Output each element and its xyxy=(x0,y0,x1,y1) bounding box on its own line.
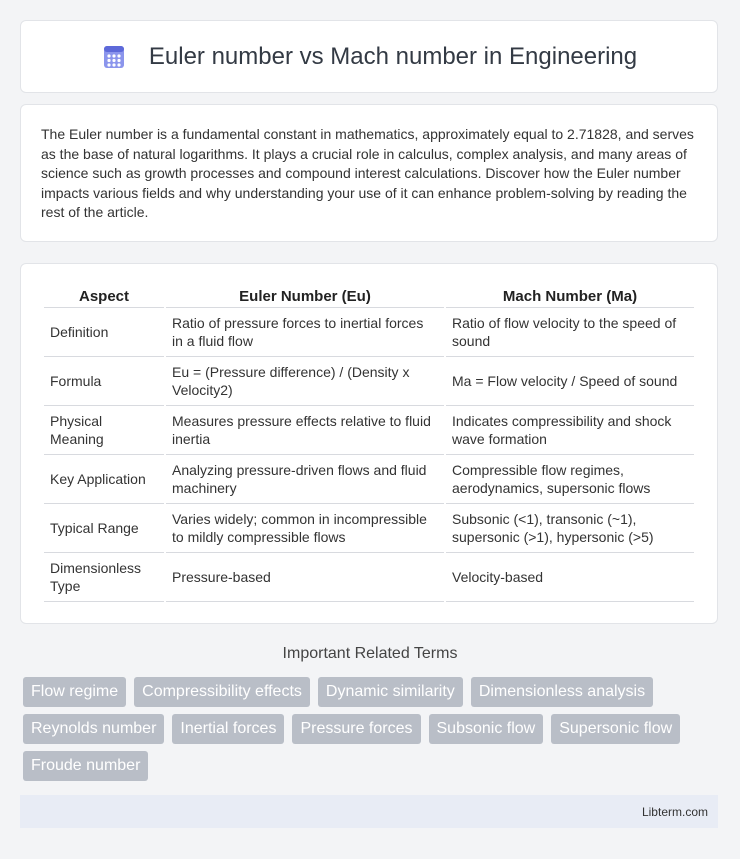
related-term-tag[interactable]: Inertial forces xyxy=(172,714,284,744)
footer-site-link[interactable]: Libterm.com xyxy=(641,804,708,819)
table-row xyxy=(44,406,694,455)
related-terms-heading: Important Related Terms xyxy=(282,645,458,662)
cell-aspect: Definition xyxy=(44,308,164,357)
column-header-mach: Mach Number (Ma) xyxy=(446,284,694,308)
intro-card xyxy=(20,104,718,242)
calculator-icon xyxy=(101,44,127,70)
related-term-tag[interactable]: Reynolds number xyxy=(23,714,164,744)
table-row xyxy=(44,553,694,602)
related-term-tag[interactable]: Supersonic flow xyxy=(551,714,680,744)
intro-paragraph: The Euler number is a fundamental constant in mathematics, approximately equal to 2.71828, and serves as the base of natural logarithms. It plays a crucial role in calculus, complex analysis, and many areas of science such as growth processes and compound interest calculations. Discover how the Euler number impacts various fields and why understanding your use of it can enhance problem-solving by reading the rest of the article. xyxy=(41,126,694,220)
header-card xyxy=(20,20,718,93)
related-term-tag[interactable]: Dynamic similarity xyxy=(318,677,463,707)
footer xyxy=(20,795,718,828)
cell-mach: Velocity-based xyxy=(446,553,694,602)
table-row xyxy=(44,308,694,357)
column-header-euler: Euler Number (Eu) xyxy=(166,284,444,308)
cell-euler: Ratio of pressure forces to inertial forces in a fluid flow xyxy=(166,308,444,357)
cell-mach: Ratio of flow velocity to the speed of sound xyxy=(446,308,694,357)
table-row xyxy=(44,455,694,504)
related-terms-list xyxy=(23,677,703,781)
cell-aspect: Physical Meaning xyxy=(44,406,164,455)
cell-mach: Subsonic (<1), transonic (~1), supersonic (>1), hypersonic (>5) xyxy=(446,504,694,553)
related-term-tag[interactable]: Pressure forces xyxy=(292,714,420,744)
cell-euler: Measures pressure effects relative to fluid inertia xyxy=(166,406,444,455)
comparison-table xyxy=(42,284,696,602)
related-term-tag[interactable]: Dimensionless analysis xyxy=(471,677,653,707)
cell-euler: Analyzing pressure-driven flows and fluid machinery xyxy=(166,455,444,504)
cell-euler: Eu = (Pressure difference) / (Density x Velocity2) xyxy=(166,357,444,406)
column-header-aspect: Aspect xyxy=(44,284,164,308)
cell-aspect: Formula xyxy=(44,357,164,406)
table-row xyxy=(44,357,694,406)
cell-euler: Pressure-based xyxy=(166,553,444,602)
related-term-tag[interactable]: Compressibility effects xyxy=(134,677,310,707)
cell-mach: Indicates compressibility and shock wave formation xyxy=(446,406,694,455)
table-header-row xyxy=(44,284,694,308)
cell-euler: Varies widely; common in incompressible to mildly compressible flows xyxy=(166,504,444,553)
table-row xyxy=(44,504,694,553)
cell-mach: Ma = Flow velocity / Speed of sound xyxy=(446,357,694,406)
related-term-tag[interactable]: Subsonic flow xyxy=(429,714,544,744)
cell-mach: Compressible flow regimes, aerodynamics, supersonic flows xyxy=(446,455,694,504)
cell-aspect: Key Application xyxy=(44,455,164,504)
comparison-table-card xyxy=(20,263,718,624)
related-term-tag[interactable]: Froude number xyxy=(23,751,148,781)
cell-aspect: Dimensionless Type xyxy=(44,553,164,602)
cell-aspect: Typical Range xyxy=(44,504,164,553)
page-title: Euler number vs Mach number in Engineering xyxy=(148,42,638,70)
related-term-tag[interactable]: Flow regime xyxy=(23,677,126,707)
